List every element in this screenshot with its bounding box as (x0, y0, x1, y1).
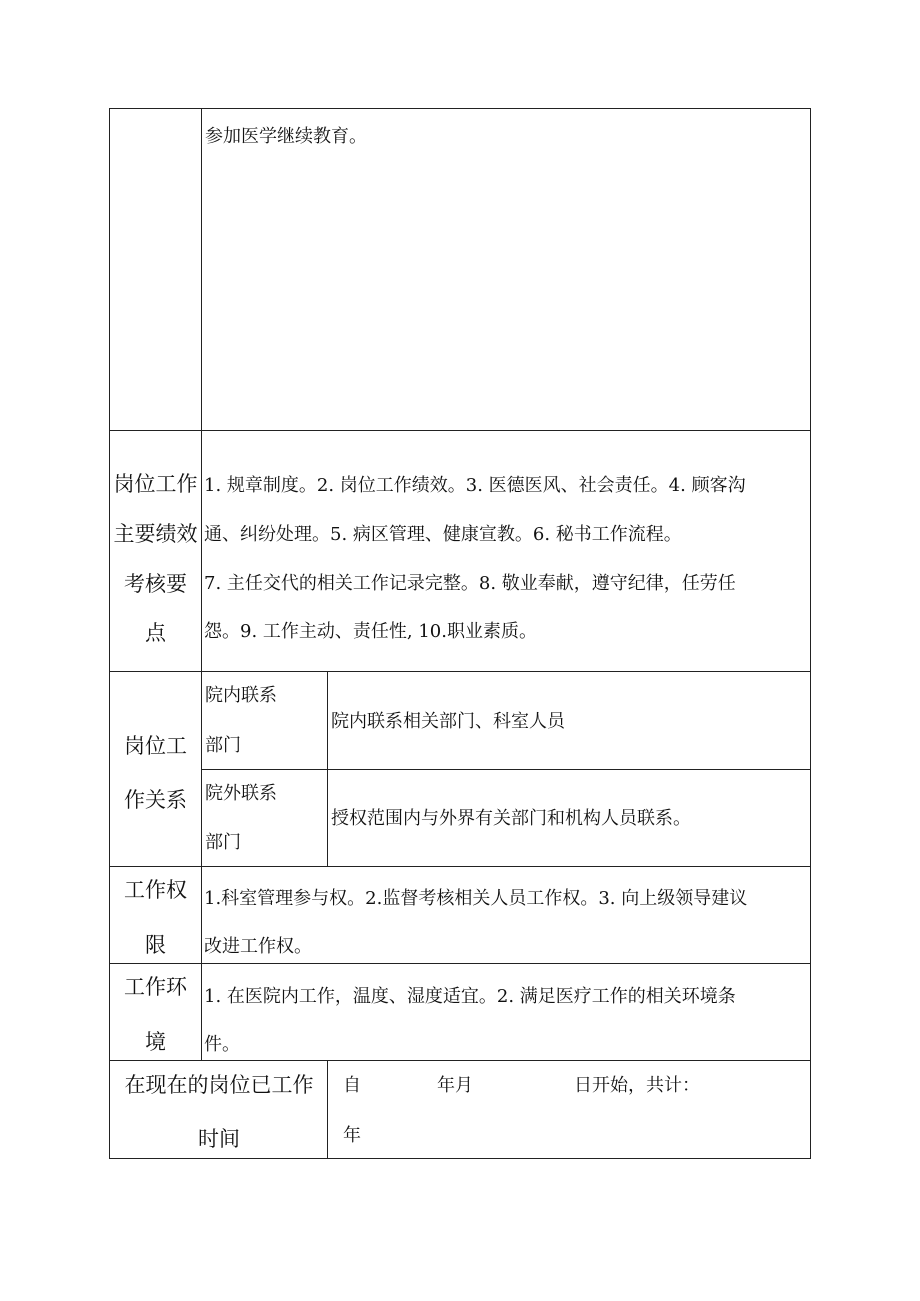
tenure-label-line: 在现在的岗位已工作 (124, 1073, 314, 1097)
row-divider (109, 866, 811, 867)
external-dept-label: 院外联系 (205, 783, 277, 804)
tenure-year-month: 年月 (437, 1075, 473, 1096)
tenure-from: 自 (343, 1075, 361, 1096)
education-content: 参加医学继续教育。 (205, 126, 367, 147)
performance-label-line: 考核要 (124, 572, 187, 596)
environment-label-line: 工作环 (124, 975, 187, 999)
column-divider (327, 1060, 328, 1159)
internal-dept-label: 院内联系 (205, 685, 277, 706)
table-border-top (109, 108, 811, 109)
tenure-day-start-total: 日开始，共计： (574, 1075, 700, 1096)
performance-label-line: 主要绩效 (113, 522, 198, 546)
performance-content-line: 通、纠纷处理。5. 病区管理、健康宣教。6. 秘书工作流程。 (204, 524, 682, 545)
tenure-year: 年 (343, 1125, 361, 1146)
tenure-label-line: 时间 (198, 1127, 240, 1151)
relations-label-line: 岗位工 (124, 734, 187, 758)
performance-content-line: 怨。9. 工作主动、责任性, 10.职业素质。 (204, 621, 537, 642)
row-divider (201, 769, 811, 770)
row-divider (109, 430, 811, 431)
performance-content-line: 7. 主任交代的相关工作记录完整。8. 敬业奉献，遵守纪律，任劳任 (204, 573, 736, 594)
internal-dept-content: 院内联系相关部门、科室人员 (331, 711, 565, 732)
authority-content-line: 1.科室管理参与权。2.监督考核相关人员工作权。3. 向上级领导建议 (204, 888, 748, 909)
column-divider (201, 108, 202, 1061)
performance-label-line: 岗位工作 (113, 472, 198, 496)
table-border-right (810, 108, 811, 1159)
performance-label-line: 点 (145, 621, 166, 645)
table-border-bottom (109, 1158, 811, 1159)
row-divider (109, 1060, 811, 1061)
relations-label-line: 作关系 (124, 788, 187, 812)
internal-dept-label: 部门 (205, 735, 241, 756)
performance-content-line: 1. 规章制度。2. 岗位工作绩效。3. 医德医风、社会责任。4. 顾客沟 (204, 475, 746, 496)
row-divider (109, 963, 811, 964)
authority-label-line: 工作权 (124, 878, 187, 902)
authority-content-line: 改进工作权。 (204, 936, 312, 957)
external-dept-content: 授权范围内与外界有关部门和机构人员联系。 (331, 808, 691, 829)
environment-label-line: 境 (145, 1030, 166, 1054)
column-divider (327, 671, 328, 867)
environment-content-line: 1. 在医院内工作，温度、湿度适宜。2. 满足医疗工作的相关环境条 (204, 986, 736, 1007)
authority-label-line: 限 (145, 933, 166, 957)
row-divider (109, 671, 811, 672)
environment-content-line: 件。 (204, 1034, 240, 1055)
external-dept-label: 部门 (205, 832, 241, 853)
